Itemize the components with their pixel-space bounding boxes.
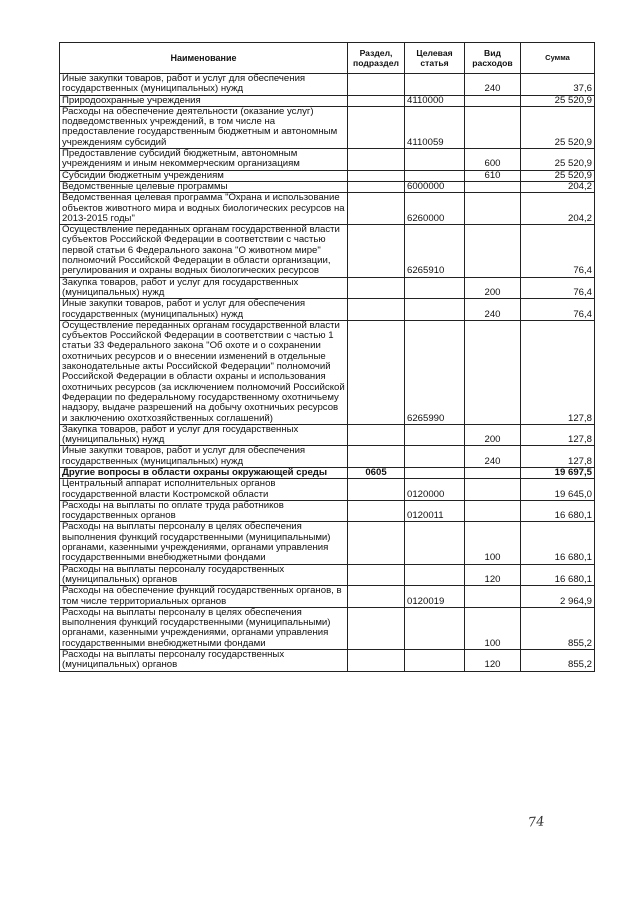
table-row (60, 149, 595, 171)
table-row (60, 299, 595, 321)
header-name: Наименование (60, 43, 348, 74)
cell-section (348, 74, 405, 96)
cell-section (348, 607, 405, 649)
cell-section (348, 479, 405, 501)
cell-section (348, 170, 405, 181)
cell-name: Осуществление переданных органам государственной власти субъектов Российской Федерации в соответствии с частью 1 статьи 33 Федерального закона "Об охоте и о сохранении охотничьих ресурсов и о внесении изменений в отдельные законодательные акты Российской Федерации" полномочий Российской Федерации в области охраны и использования охотничьих ресурсов (за исключением полномочий Российской Федерации по федеральному государственному охотничьему надзору, выдаче разрешений на добычу охотничьих ресурсов и заключению охотхозяйственных соглашений) (60, 320, 348, 424)
cell-name: Расходы на выплаты персоналу государственных (муниципальных) органов (60, 564, 348, 586)
cell-category (405, 607, 465, 649)
cell-vid: 240 (465, 446, 521, 468)
table-row (60, 277, 595, 299)
cell-sum: 204,2 (521, 193, 595, 225)
cell-category (405, 74, 465, 96)
cell-vid (465, 479, 521, 501)
table-row (60, 320, 595, 424)
cell-sum: 127,8 (521, 424, 595, 446)
cell-category: 4110059 (405, 106, 465, 148)
cell-vid: 100 (465, 607, 521, 649)
table-row (60, 95, 595, 106)
cell-vid: 120 (465, 650, 521, 672)
cell-name: Субсидии бюджетным учреждениям (60, 170, 348, 181)
header-vid: Вид расходов (465, 43, 521, 74)
cell-sum: 76,4 (521, 277, 595, 299)
page-number: 74 (527, 814, 546, 831)
table-row (60, 170, 595, 181)
table-row (60, 424, 595, 446)
cell-category (405, 522, 465, 564)
cell-category: 0120019 (405, 586, 465, 608)
table-row (60, 106, 595, 148)
cell-name: Центральный аппарат исполнительных органов государственной власти Костромской области (60, 479, 348, 501)
cell-name: Ведомственная целевая программа "Охрана и использование объектов животного мира и водных биологических ресурсов на 2013-2015 годы" (60, 193, 348, 225)
cell-sum: 855,2 (521, 650, 595, 672)
cell-section (348, 225, 405, 277)
cell-section (348, 650, 405, 672)
cell-category (405, 299, 465, 321)
cell-sum: 25 520,9 (521, 149, 595, 171)
cell-name: Расходы на выплаты по оплате труда работников государственных органов (60, 500, 348, 522)
cell-section (348, 106, 405, 148)
cell-section (348, 95, 405, 106)
cell-sum: 19 645,0 (521, 479, 595, 501)
table-row (60, 607, 595, 649)
cell-name: Осуществление переданных органам государственной власти субъектов Российской Федерации в соответствии с частью первой статьи 6 Федерального закона "О животном мире" полномочий Российской Федерации в области организации, регулирования и охраны водных биологических ресурсов (60, 225, 348, 277)
table-row (60, 181, 595, 192)
cell-section (348, 320, 405, 424)
cell-vid (465, 320, 521, 424)
cell-vid (465, 586, 521, 608)
cell-category (405, 149, 465, 171)
table-row (60, 522, 595, 564)
table-row (60, 479, 595, 501)
cell-name: Расходы на выплаты персоналу в целях обеспечения выполнения функций государственными (муниципальными) органами, казенными учреждениями, органами управления государственными внебюджетными фондами (60, 522, 348, 564)
cell-sum: 19 697,5 (521, 467, 595, 478)
cell-category (405, 424, 465, 446)
cell-name: Расходы на обеспечение деятельности (оказание услуг) подведомственных учреждений, в том числе на предоставление государственным бюджетным и автономным учреждениям субсидий (60, 106, 348, 148)
cell-vid: 240 (465, 74, 521, 96)
cell-sum: 76,4 (521, 225, 595, 277)
cell-sum: 16 680,1 (521, 564, 595, 586)
cell-section (348, 446, 405, 468)
cell-category (405, 564, 465, 586)
cell-vid (465, 500, 521, 522)
cell-vid: 120 (465, 564, 521, 586)
cell-vid: 200 (465, 424, 521, 446)
header-sum: Сумма (521, 43, 595, 74)
cell-category: 6265990 (405, 320, 465, 424)
cell-sum: 76,4 (521, 299, 595, 321)
cell-name: Расходы на выплаты персоналу государственных (муниципальных) органов (60, 650, 348, 672)
table-row (60, 74, 595, 96)
cell-name: Иные закупки товаров, работ и услуг для обеспечения государственных (муниципальных) нужд (60, 299, 348, 321)
cell-vid (465, 225, 521, 277)
cell-name: Ведомственные целевые программы (60, 181, 348, 192)
cell-vid: 600 (465, 149, 521, 171)
table-body (60, 74, 595, 672)
cell-vid (465, 106, 521, 148)
table-row (60, 650, 595, 672)
cell-section (348, 193, 405, 225)
table-row (60, 193, 595, 225)
cell-name: Иные закупки товаров, работ и услуг для обеспечения государственных (муниципальных) нужд (60, 74, 348, 96)
cell-name: Расходы на выплаты персоналу в целях обеспечения выполнения функций государственными (муниципальными) органами, казенными учреждениями, органами управления государственными внебюджетными фондами (60, 607, 348, 649)
cell-category (405, 277, 465, 299)
cell-vid: 240 (465, 299, 521, 321)
cell-section (348, 500, 405, 522)
cell-category (405, 650, 465, 672)
cell-vid (465, 467, 521, 478)
cell-sum: 25 520,9 (521, 95, 595, 106)
cell-vid: 200 (465, 277, 521, 299)
cell-section (348, 299, 405, 321)
cell-category: 6000000 (405, 181, 465, 192)
cell-sum: 25 520,9 (521, 106, 595, 148)
cell-vid (465, 95, 521, 106)
cell-section (348, 522, 405, 564)
header-category: Целевая статья (405, 43, 465, 74)
budget-table (59, 42, 595, 672)
cell-section (348, 277, 405, 299)
table-row (60, 446, 595, 468)
cell-name: Закупка товаров, работ и услуг для государственных (муниципальных) нужд (60, 277, 348, 299)
cell-sum: 855,2 (521, 607, 595, 649)
cell-section (348, 149, 405, 171)
header-section: Раздел, подраздел (348, 43, 405, 74)
cell-sum: 37,6 (521, 74, 595, 96)
table-row (60, 586, 595, 608)
cell-sum: 127,8 (521, 320, 595, 424)
cell-name: Иные закупки товаров, работ и услуг для обеспечения государственных (муниципальных) нужд (60, 446, 348, 468)
cell-name: Закупка товаров, работ и услуг для государственных (муниципальных) нужд (60, 424, 348, 446)
cell-sum: 16 680,1 (521, 500, 595, 522)
cell-sum: 16 680,1 (521, 522, 595, 564)
cell-name: Расходы на обеспечение функций государственных органов, в том числе территориальных органов (60, 586, 348, 608)
cell-sum: 127,8 (521, 446, 595, 468)
budget-table-sheet (59, 42, 594, 672)
cell-category: 0120011 (405, 500, 465, 522)
table-row (60, 564, 595, 586)
cell-sum: 25 520,9 (521, 170, 595, 181)
table-row (60, 500, 595, 522)
cell-vid: 610 (465, 170, 521, 181)
cell-section (348, 181, 405, 192)
cell-section (348, 424, 405, 446)
cell-category (405, 170, 465, 181)
cell-category: 6265910 (405, 225, 465, 277)
table-row (60, 225, 595, 277)
cell-name: Предоставление субсидий бюджетным, автономным учреждениям и иным некоммерческим организациям (60, 149, 348, 171)
cell-category: 4110000 (405, 95, 465, 106)
cell-vid (465, 181, 521, 192)
cell-category (405, 446, 465, 468)
cell-section (348, 564, 405, 586)
cell-vid (465, 193, 521, 225)
cell-category (405, 467, 465, 478)
cell-section (348, 586, 405, 608)
cell-vid: 100 (465, 522, 521, 564)
cell-category: 0120000 (405, 479, 465, 501)
table-header-row (60, 43, 595, 74)
cell-sum: 2 964,9 (521, 586, 595, 608)
cell-name: Другие вопросы в области охраны окружающей среды (60, 467, 348, 478)
cell-sum: 204,2 (521, 181, 595, 192)
cell-section: 0605 (348, 467, 405, 478)
cell-category: 6260000 (405, 193, 465, 225)
cell-name: Природоохранные учреждения (60, 95, 348, 106)
table-row (60, 467, 595, 478)
